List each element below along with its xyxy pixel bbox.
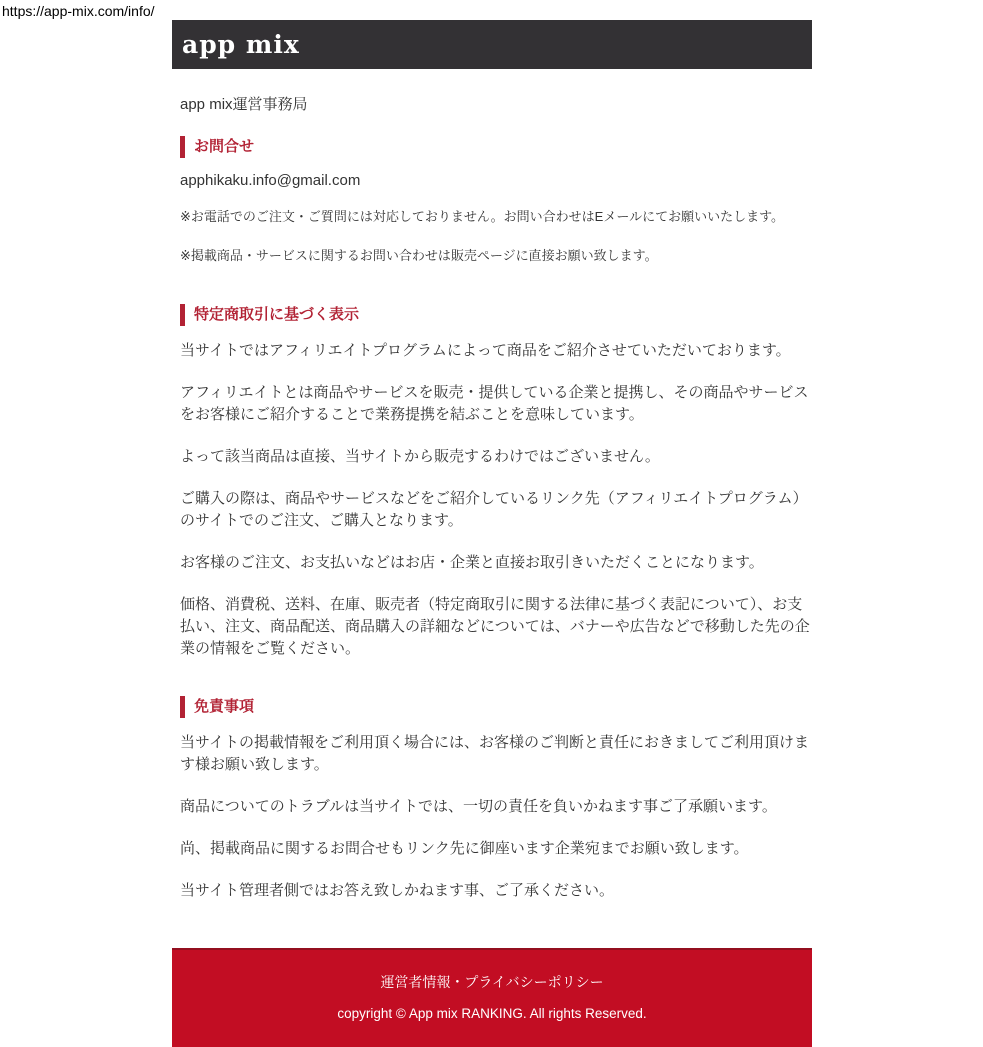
site-title[interactable]: app mix <box>182 30 300 59</box>
tokutei-paragraph: よって該当商品は直接、当サイトから販売するわけではございません。 <box>180 448 660 465</box>
contact-email: apphikaku.info@gmail.com <box>180 172 361 189</box>
tokutei-paragraph: ご購入の際は、商品やサービスなどをご紹介しているリンク先（アフィリエイトプログラム）のサイトでのご注文、ご購入となります。 <box>180 490 808 529</box>
site-header <box>172 20 812 69</box>
disclaimer-paragraph: 尚、掲載商品に関するお問合せもリンク先に御座います企業宛までお願い致します。 <box>180 840 749 857</box>
tokutei-paragraph: アフィリエイトとは商品やサービスを販売・提供している企業と提携し、その商品やサービスをお客様にご紹介することで業務提携を結ぶことを意味しています。 <box>180 384 809 423</box>
disclaimer-paragraph: 商品についてのトラブルは当サイトでは、一切の責任を負いかねます事ご了承願います。 <box>180 798 777 815</box>
contact-heading: お問合せ <box>180 136 812 158</box>
site-footer <box>172 948 812 1047</box>
main-content <box>172 93 812 902</box>
tokutei-paragraph: お客様のご注文、お支払いなどはお店・企業と直接お取引きいただくことになります。 <box>180 554 764 571</box>
disclaimer-paragraph: 当サイトの掲載情報をご利用頂く場合には、お客様のご判断と責任におきましてご利用頂けます様お願い致します。 <box>180 734 809 773</box>
page-url-label: https://app-mix.com/info/ <box>2 3 155 19</box>
footer-privacy-link[interactable]: 運営者情報・プライバシーポリシー <box>380 974 604 990</box>
disclaimer-heading: 免責事項 <box>180 696 812 718</box>
operator-name: app mix運営事務局 <box>180 96 308 113</box>
tokutei-paragraph: 当サイトではアフィリエイトプログラムによって商品をご紹介させていただいております。 <box>180 342 791 359</box>
page-container <box>172 0 812 1047</box>
contact-note: ※お電話でのご注文・ご質問には対応しておりません。お問い合わせはEメールにてお願いいたします。 <box>180 209 785 224</box>
footer-copyright: copyright © App mix RANKING. All rights Reserved. <box>337 1006 647 1021</box>
tokutei-paragraph: 価格、消費税、送料、在庫、販売者（特定商取引に関する法律に基づく表記について）、お支払い、注文、商品配送、商品購入の詳細などについては、バナーや広告などで移動した先の企業の情報をご覧ください。 <box>180 596 810 657</box>
contact-note: ※掲載商品・サービスに関するお問い合わせは販売ページに直接お願い致します。 <box>180 248 658 263</box>
disclaimer-paragraph: 当サイト管理者側ではお答え致しかねます事、ご了承ください。 <box>180 882 614 899</box>
tokutei-heading: 特定商取引に基づく表示 <box>180 304 812 326</box>
